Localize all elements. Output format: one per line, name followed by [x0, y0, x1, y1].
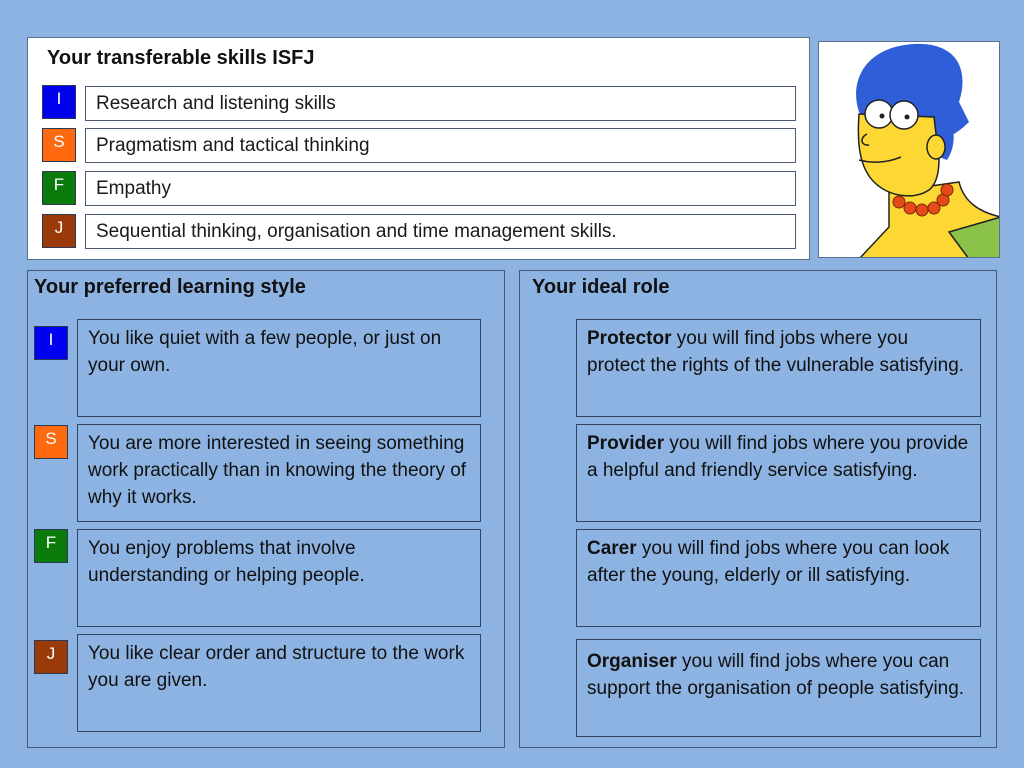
- transferable-skills-panel: [27, 37, 810, 260]
- skill-letter-s: S: [42, 128, 76, 162]
- role-name-provider: Provider: [587, 433, 665, 454]
- learning-style-panel: [27, 270, 505, 748]
- role-name-carer: Carer: [587, 538, 637, 559]
- role-item-protector: [576, 319, 981, 417]
- role-text-carer: you will find jobs where you can look after the young, elderly or ill satisfying.: [587, 538, 950, 586]
- learning-item-i: You like quiet with a few people, or just on your own.: [77, 319, 481, 417]
- learning-letter-s: S: [34, 425, 68, 459]
- role-text-protector: you will find jobs where you protect the rights of the vulnerable satisfying.: [587, 328, 965, 376]
- skill-letter-i: I: [42, 85, 76, 119]
- role-text-provider: you will find jobs where you provide a helpful and friendly service satisfying.: [587, 433, 969, 481]
- role-text-organiser: you will find jobs where you can support the organisation of people satisfying.: [587, 651, 965, 699]
- role-name-protector: Protector: [587, 328, 672, 349]
- skill-item-pragmatism: Pragmatism and tactical thinking: [85, 128, 796, 163]
- skill-item-empathy: Empathy: [85, 171, 796, 206]
- role-item-carer: [576, 529, 981, 627]
- learning-item-j: You like clear order and structure to the work you are given.: [77, 634, 481, 732]
- role-title: Your ideal role: [532, 276, 670, 298]
- ideal-role-panel: [519, 270, 997, 748]
- role-item-provider: [576, 424, 981, 522]
- skills-title: Your transferable skills ISFJ: [47, 47, 315, 69]
- learning-letter-f: F: [34, 529, 68, 563]
- skill-letter-f: F: [42, 171, 76, 205]
- cartoon-woman-portrait-icon: [818, 41, 1000, 258]
- learning-item-s: You are more interested in seeing something work practically than in knowing the theory of why it works.: [77, 424, 481, 522]
- learning-item-f: You enjoy problems that involve understanding or helping people.: [77, 529, 481, 627]
- role-name-organiser: Organiser: [587, 651, 677, 672]
- learning-letter-i: I: [34, 326, 68, 360]
- learning-title: Your preferred learning style: [34, 276, 306, 298]
- learning-letter-j: J: [34, 640, 68, 674]
- skill-letter-j: J: [42, 214, 76, 248]
- role-item-organiser: [576, 639, 981, 737]
- skill-item-sequential: Sequential thinking, organisation and time management skills.: [85, 214, 796, 249]
- skill-item-research: Research and listening skills: [85, 86, 796, 121]
